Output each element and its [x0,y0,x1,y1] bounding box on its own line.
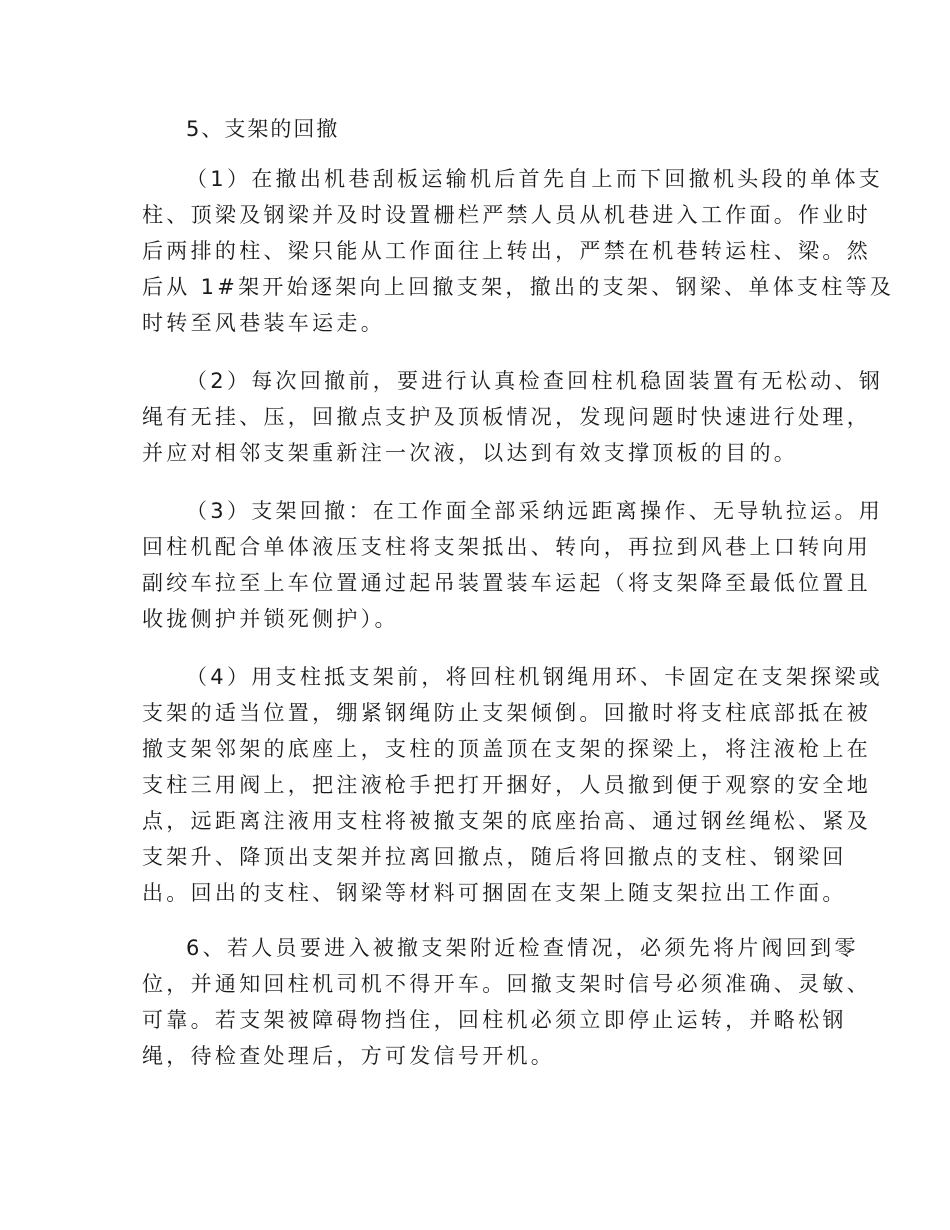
paragraph-line: 位，并通知回柱机司机不得开车。回撤支架时信号必须准确、灵敏、 [142,972,871,996]
paragraph-line: 6、若人员要进入被撤支架附近检查情况，必须先将片阀回到零 [186,936,859,960]
paragraph-line: 副绞车拉至上车位置通过起吊装置装车运起（将支架降至最低位置且 [142,571,871,595]
paragraph-line: 时转至风巷装车运走。 [142,311,385,335]
paragraph-line: 支架的适当位置，绷紧钢绳防止支架倾倒。回撤时将支柱底部抵在被 [142,701,871,725]
paragraph-line: 支架升、降顶出支架并拉离回撤点，随后将回撤点的支柱、钢梁回 [142,845,847,869]
paragraph-line: （1）在撤出机巷刮板运输机后首先自上而下回撤机头段的单体支 [186,167,884,191]
section-heading: 5、支架的回撤 [186,117,340,141]
paragraph-line: （4）用支柱抵支架前，将回柱机钢绳用环、卡固定在支架探梁或 [186,665,884,689]
paragraph-line: 出。回出的支柱、钢梁等材料可捆固在支架上随支架拉出工作面。 [142,881,847,905]
paragraph-line: 后两排的柱、梁只能从工作面往上转出，严禁在机巷转运柱、梁。然 [142,239,871,263]
paragraph-line: 后从 1#架开始逐架向上回撤支架，撤出的支架、钢梁、单体支柱等及 [142,275,895,299]
paragraph-line: 可靠。若支架被障碍物挡住，回柱机必须立即停止运转，并略松钢 [142,1008,847,1032]
paragraph-line: 点，远距离注液用支柱将被撤支架的底座抬高、通过钢丝绳松、紧及 [142,809,871,833]
paragraph-line: 绳有无挂、压，回撤点支护及顶板情况，发现问题时快速进行处理， [142,405,871,429]
paragraph-line: 绳，待检查处理后，方可发信号开机。 [142,1044,556,1068]
paragraph-line: 收拢侧护并锁死侧护）。 [142,607,399,631]
paragraph-line: （2）每次回撤前，要进行认真检查回柱机稳固装置有无松动、钢 [186,369,884,393]
paragraph-line: 并应对相邻支架重新注一次液，以达到有效支撑顶板的目的。 [142,441,799,465]
paragraph-line: （3）支架回撤：在工作面全部采纳远距离操作、无导轨拉运。用 [186,499,884,523]
paragraph-line: 柱、顶梁及钢梁并及时设置栅栏严禁人员从机巷进入工作面。作业时 [142,203,871,227]
paragraph-line: 撤支架邻架的底座上，支柱的顶盖顶在支架的探梁上，将注液枪上在 [142,737,871,761]
paragraph-line: 支柱三用阀上，把注液枪手把打开捆好，人员撤到便于观察的安全地 [142,773,871,797]
paragraph-line: 回柱机配合单体液压支柱将支架抵出、转向，再拉到风巷上口转向用 [142,535,871,559]
